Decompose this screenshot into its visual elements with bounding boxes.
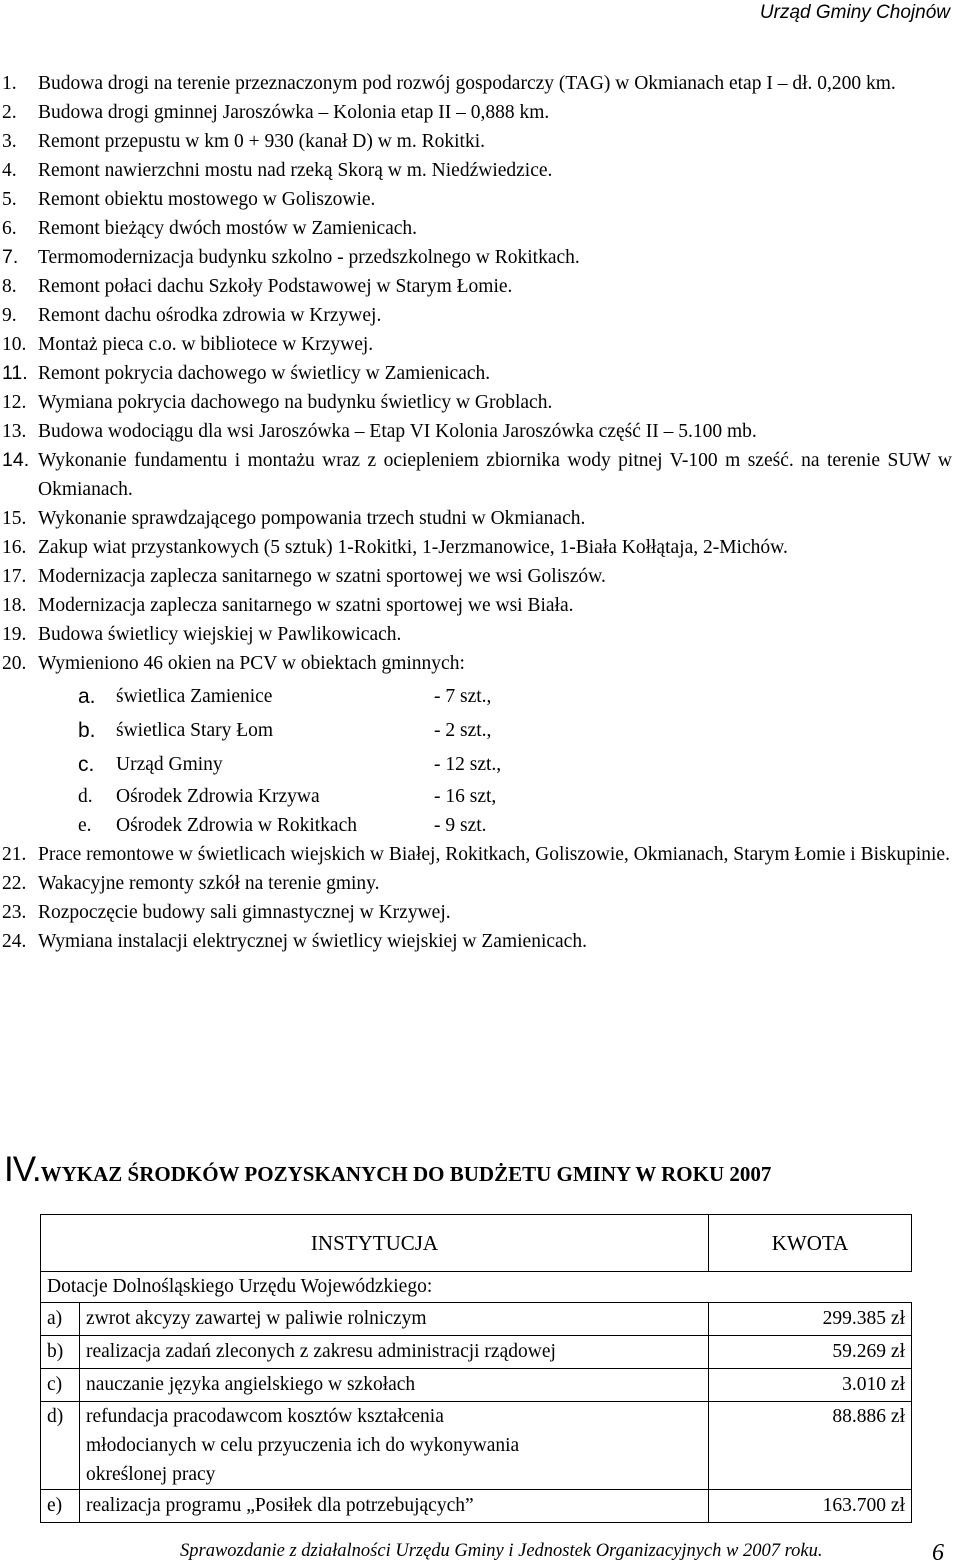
sub-name: świetlica Stary Łom [116,720,274,741]
col-amount-header: KWOTA [709,1215,912,1272]
item-text: Zakup wiat przystankowych (5 sztuk) 1-Rokitki, 1-Jerzmanowice, 1-Biała Kołłątaja, 2-Michów. [38,537,788,558]
item-text: Budowa wodociągu dla wsi Jaroszówka – Etap VI Kolonia Jaroszówka część II – 5.100 mb. [38,421,757,442]
item-text: Remont obiektu mostowego w Goliszowie. [38,189,376,210]
item-number: 17. [2,566,27,587]
sub-letter: b. [78,719,96,742]
list-item [0,69,960,98]
sub-count: - 16 szt, [434,786,497,807]
list-item [0,591,960,620]
row-text: realizacja programu „Posiłek dla potrzebujących” [80,1490,709,1523]
item-number: 23. [2,902,27,923]
list-item [0,446,960,504]
item-number: 21. [2,844,27,865]
row-text: refundacja pracodawcom kosztów kształcenia młodocianych w celu przyuczenia ich do wykonywania określonej pracy [80,1402,709,1490]
list-item [0,388,960,417]
item-text: Remont połaci dachu Szkoły Podstawowej w Starym Łomie. [38,276,513,297]
list-item [0,840,960,869]
list-item [0,185,960,214]
col-institution-header: INSTYTUCJA [41,1215,709,1272]
list-item [0,156,960,185]
sub-count: - 12 szt., [434,754,502,775]
sublist-item [38,714,952,748]
item-number: 12. [2,392,27,413]
item-number: 13. [2,421,27,442]
item-text: Budowa świetlicy wiejskiej w Pawlikowicach. [38,624,402,645]
item-number: 7. [2,246,19,268]
sub-letter: c. [78,753,95,776]
item-text: Modernizacja zaplecza sanitarnego w szatni sportowej we wsi Biała. [38,595,574,616]
page-footer: Sprawozdanie z działalności Urzędu Gminy i Jednostek Organizacyjnych w 2007 roku. [180,1541,823,1561]
item-text: Wymieniono 46 okien na PCV w obiektach gminnych: [38,653,465,674]
item-number: 4. [2,160,17,181]
list-item [0,214,960,243]
list-item [0,927,960,956]
list-item [0,98,960,127]
section-heading [4,1150,771,1190]
item-text: Wymiana pokrycia dachowego na budynku świetlicy w Groblach. [38,392,553,413]
sub-letter: a. [78,685,96,708]
item-text: Remont bieżący dwóch mostów w Zamienicach. [38,218,418,239]
sublist-item [38,680,952,714]
section-number: IV. [4,1150,41,1189]
item-number: 8. [2,276,17,297]
row-label: e) [41,1490,80,1523]
item-number: 19. [2,624,27,645]
row-amount: 163.700 zł [709,1490,912,1523]
item-text: Wakacyjne remonty szkół na terenie gminy. [38,873,380,894]
sublist-item [38,811,952,840]
item-text: Modernizacja zaplecza sanitarnego w szatni sportowej we wsi Goliszów. [38,566,606,587]
item-text: Wykonanie fundamentu i montażu wraz z ociepleniem zbiornika wody pitnej V-100 m sześć. na terenie SUW w Okmianach. [38,450,952,500]
row-label: b) [41,1336,80,1369]
item-text: Prace remontowe w świetlicach wiejskich w Białej, Rokitkach, Goliszowie, Okmianach, Starym Łomie i Biskupinie. [38,844,950,865]
item-text: Rozpoczęcie budowy sali gimnastycznej w Krzywej. [38,902,451,923]
item-number: 14. [2,449,30,471]
list-item [0,359,960,388]
list-item [0,898,960,927]
sub-letter: e. [78,815,92,836]
row-amount: 88.886 zł [709,1402,912,1490]
row-amount: 299.385 zł [709,1303,912,1336]
item-number: 11. [2,362,28,384]
row-label: d) [41,1402,80,1490]
sub-count: - 2 szt., [434,720,492,741]
item-number: 3. [2,131,17,152]
item-number: 15. [2,508,27,529]
funds-table [40,1214,912,1523]
section-title: WYKAZ ŚRODKÓW POZYSKANYCH DO BUDŻETU GMINY W ROKU 2007 [40,1162,772,1186]
item-text: Termomodernizacja budynku szkolno - przedszkolnego w Rokitkach. [38,247,580,268]
table-row [41,1402,912,1490]
list-item [0,243,960,272]
list-item [0,533,960,562]
row-amount: 3.010 zł [709,1369,912,1402]
item-text: Remont pokrycia dachowego w świetlicy w Zamienicach. [38,363,491,384]
page-number: 6 [932,1540,944,1566]
item-number: 18. [2,595,27,616]
item-number: 9. [2,305,17,326]
investment-list [0,69,960,956]
item-number: 24. [2,931,27,952]
row-amount: 59.269 zł [709,1336,912,1369]
list-item [0,620,960,649]
item-number: 10. [2,334,27,355]
sublist-item [38,782,952,811]
sub-name: Ośrodek Zdrowia Krzywa [116,786,320,807]
row-text: zwrot akcyzy zawartej w paliwie rolniczym [80,1303,709,1336]
item-text: Budowa drogi gminnej Jaroszówka – Kolonia etap II – 0,888 km. [38,102,550,123]
item-text: Montaż pieca c.o. w bibliotece w Krzywej. [38,334,374,355]
sub-name: świetlica Zamienice [116,686,273,707]
group-label: Dotacje Dolnośląskiego Urzędu Wojewódzkiego: [41,1272,912,1303]
row-text: nauczanie języka angielskiego w szkołach [80,1369,709,1402]
row-label: a) [41,1303,80,1336]
item-text: Remont dachu ośrodka zdrowia w Krzywej. [38,305,382,326]
item-number: 1. [2,73,17,94]
table-row [41,1369,912,1402]
row-label: c) [41,1369,80,1402]
table-row [41,1303,912,1336]
sub-name: Urząd Gminy [116,754,223,775]
item-number: 20. [2,653,27,674]
sublist-item [38,748,952,782]
item-text: Wykonanie sprawdzającego pompowania trzech studni w Okmianach. [38,508,586,529]
list-item [0,562,960,591]
item-number: 2. [2,102,17,123]
list-item [0,272,960,301]
item-number: 16. [2,537,27,558]
item-text: Wymiana instalacji elektrycznej w świetlicy wiejskiej w Zamienicach. [38,931,587,952]
list-item [0,869,960,898]
item-number: 6. [2,218,17,239]
item-number: 22. [2,873,27,894]
table-header-row [41,1215,912,1272]
table-row [41,1336,912,1369]
list-item [0,330,960,359]
page-header: Urząd Gminy Chojnów [759,2,950,23]
item-text: Remont nawierzchni mostu nad rzeką Skorą w m. Niedźwiedzice. [38,160,553,181]
list-item [0,649,960,840]
row-text: realizacja zadań zleconych z zakresu administracji rządowej [80,1336,709,1369]
item-number: 5. [2,189,17,210]
windows-sublist [38,680,952,840]
sub-letter: d. [78,786,93,807]
table-group-row [41,1272,912,1303]
sub-count: - 7 szt., [434,686,492,707]
sub-name: Ośrodek Zdrowia w Rokitkach [116,815,357,836]
list-item [0,504,960,533]
sub-count: - 9 szt. [434,815,487,836]
table-row [41,1490,912,1523]
list-item [0,127,960,156]
item-text: Remont przepustu w km 0 + 930 (kanał D) w m. Rokitki. [38,131,485,152]
item-text: Budowa drogi na terenie przeznaczonym pod rozwój gospodarczy (TAG) w Okmianach etap I – dł. 0,200 km. [38,73,896,94]
list-item [0,301,960,330]
list-item [0,417,960,446]
